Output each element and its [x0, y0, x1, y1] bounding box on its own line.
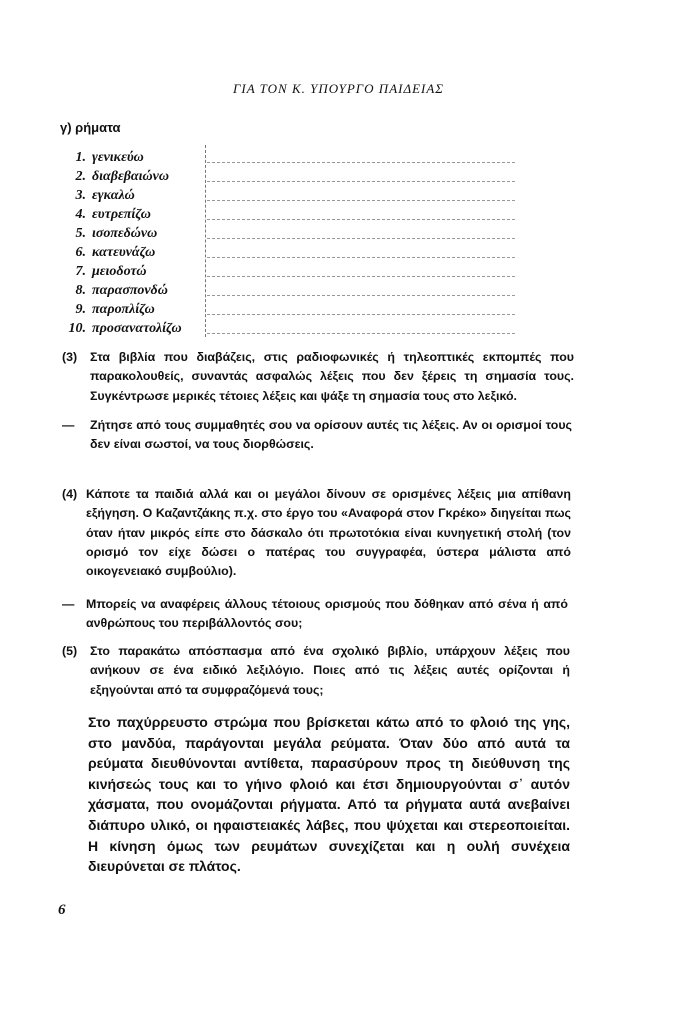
item-number: 2. [75, 169, 86, 184]
answer-line [207, 181, 515, 182]
verb-list [40, 148, 182, 338]
item-word: ευτρεπίζω [92, 207, 151, 222]
list-item [40, 224, 182, 243]
answer-column-divider [205, 145, 206, 337]
exercise-5 [62, 642, 570, 700]
item-number: 5. [75, 226, 86, 241]
item-word: παρασπονδώ [92, 283, 168, 298]
item-word: διαβεβαιώνω [92, 169, 169, 184]
running-header: ΓΙΑ ΤΟΝ Κ. ΥΠΟΥΡΓΟ ΠΑΙΔΕΙΑΣ [232, 81, 445, 96]
exercise-3-followup [62, 416, 572, 455]
exercise-4 [62, 485, 571, 581]
item-number: 7. [75, 264, 86, 279]
answer-line [207, 295, 515, 296]
exercise-3 [62, 348, 574, 406]
item-word: ισοπεδώνω [92, 226, 158, 241]
item-word: γενικεύω [92, 150, 144, 165]
list-item [40, 148, 182, 167]
list-item [40, 167, 182, 186]
answer-line [207, 162, 515, 163]
exercise-label: — [62, 418, 75, 432]
exercise-label: — [62, 597, 75, 611]
page-number: 6 [58, 902, 66, 918]
item-number: 8. [75, 283, 86, 298]
item-number: 3. [75, 188, 86, 203]
item-word: παροπλίζω [92, 302, 155, 317]
excerpt-passage: Στο παχύρρευστο στρώμα που βρίσκεται κάτω από το φλοιό της γης, στο μανδύα, παράγονται μεγάλα ρεύματα. Όταν δύο από αυτά τα ρεύματα διευθύνονται αντίθετα, παρασύρουν προς τη διεύθυνση της κινήσεώς τους και το γήινο φλοιό και έτσι δημιουργούνται σ᾽ αυτόν χάσματα, που ονομάζονται ρήγματα. Από τα ρήγματα αυτά ανεβαίνει διάπυρο υλικό, οι ηφαιστειακές λάβες, που ψύχεται και στερεοποιείται. Η κίνηση όμως των ρευμάτων συνεχίζεται και η ουλή συνέχεια διευρύνεται σε πλάτος. [88, 714, 570, 875]
answer-line [207, 238, 515, 239]
exercise-label: (5) [62, 644, 78, 658]
list-item [40, 319, 182, 338]
item-word: κατευνάζω [92, 245, 156, 260]
answer-line [207, 276, 515, 277]
exercise-label: (4) [62, 487, 78, 501]
exercise-text: Κάποτε τα παιδιά αλλά και οι μεγάλοι δίνουν σε ορισμένες λέξεις μια απίθανη εξήγηση. Ο Καζαντζάκης π.χ. στο έργο του «Αναφορά στον Γκρέκο» διηγείται πως όταν ήταν μικρός είπε στο δάσκαλο ότι πρωτοτόκια είναι κυνηγετική στολή (τον ορισμό τον είχε δώσει ο πατέρας του συγγραφέα, ύστερα μάλιστα από οικογενειακό συμβούλιο). [86, 487, 571, 579]
exercise-text: Ζήτησε από τους συμμαθητές σου να ορίσουν αυτές τις λέξεις. Αν οι ορισμοί τους δεν είναι σωστοί, να τους διορθώσεις. [90, 418, 572, 452]
list-item [40, 262, 182, 281]
exercise-text: Στα βιβλία που διαβάζεις, στις ραδιοφωνικές ή τηλεοπτικές εκπομπές που παρακολουθείς, συναντάς ασφαλώς λέξεις που δεν ξέρεις τη σημασία τους. Συγκέντρωσε μερικές τέτοιες λέξεις και ψάξε τη σημασία τους στο λεξικό. [90, 350, 574, 403]
answer-line [207, 219, 515, 220]
item-word: μειοδοτώ [92, 264, 147, 279]
answer-line [207, 314, 515, 315]
list-item [40, 281, 182, 300]
answer-line [207, 257, 515, 258]
exercise-4-followup [62, 595, 568, 634]
exercise-text: Μπορείς να αναφέρεις άλλους τέτοιους ορισμούς που δόθηκαν από σένα ή από ανθρώπους του περιβάλλοντός σου; [86, 597, 568, 631]
exercise-text: Στο παρακάτω απόσπασμα από ένα σχολικό βιβλίο, υπάρχουν λέξεις που ανήκουν σε ένα ειδικό λεξιλόγιο. Ποιες από τις λέξεις αυτές ορίζονται ή εξηγούνται από τα συμφραζόμενά τους; [90, 644, 570, 697]
item-word: προσανατολίζω [92, 321, 182, 336]
exercise-label: (3) [62, 350, 78, 364]
item-number: 1. [75, 150, 86, 165]
answer-line [207, 200, 515, 201]
list-item [40, 243, 182, 262]
item-word: εγκαλώ [92, 188, 135, 203]
item-number: 4. [75, 207, 86, 222]
list-item [40, 186, 182, 205]
item-number: 9. [75, 302, 86, 317]
section-subheading: γ) ρήματα [60, 120, 121, 135]
list-item [40, 205, 182, 224]
list-item [40, 300, 182, 319]
item-number: 6. [75, 245, 86, 260]
answer-line [207, 333, 515, 334]
item-number: 10. [68, 321, 86, 336]
